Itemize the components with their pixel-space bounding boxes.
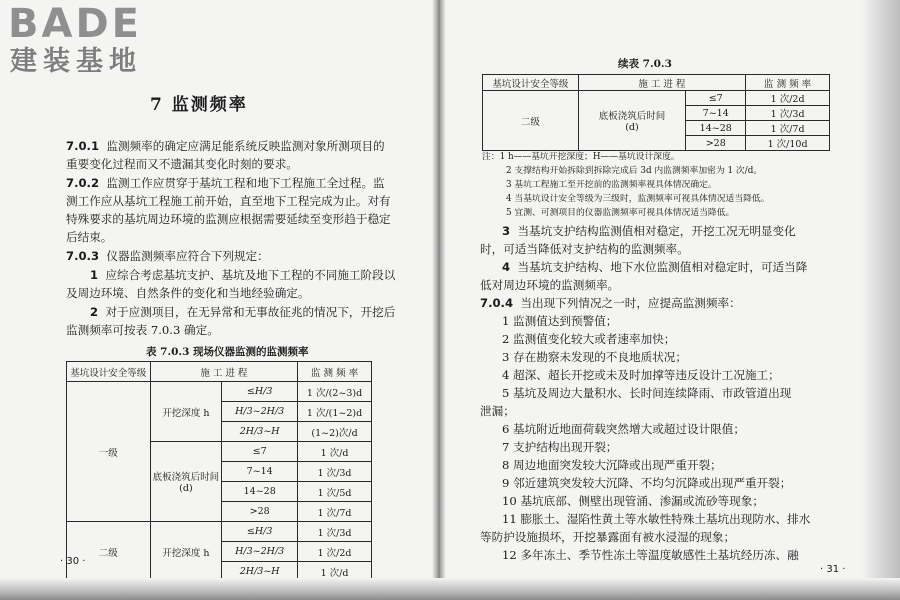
range-cell: ≤7 [686,91,746,106]
frequency-cell: 1 次/10d [746,136,830,151]
list-item: 12 多年冻土、季节性冻土等温度敏感性土基坑经历冻、融 [502,548,799,562]
list-item: 9 邻近建筑突发较大沉降、不均匀沉降或出现严重开裂； [502,476,792,490]
header-stage: 施 工 进 程 [150,362,298,382]
page-edge-shadow [862,0,900,600]
item-1-line-2: 及周边环境、自然条件的变化和当地经验确定。 [66,286,310,300]
para-702-number: 7.0.2 [66,176,100,190]
item-4-number: 4 [502,260,511,274]
table-row [67,522,372,542]
frequency-cell: 1 次/7d [746,121,830,136]
item-2-line-1 [90,303,395,321]
list-item-continued: 等防护设施损坏，开挖暴露面有被水浸湿的现象； [480,530,736,544]
range-cell: H/3~2H/3 [222,542,298,562]
note-1: 注：1 h——基坑开挖深度；H——基坑设计深度。 [482,152,680,162]
para-704-line-1 [480,294,741,312]
range-cell: ≤H/3 [222,382,298,402]
item-2-number: 2 [90,305,99,319]
frequency-cell: 1 次/5d [298,482,372,502]
frequency-cell: 1 次/(2~3)d [298,382,372,402]
slab-time-unit: (d) [625,122,639,133]
range-cell: 14~28 [222,482,298,502]
para-703-text-1: 仪器监测频率应符合下列规定： [106,249,269,263]
item-2-line-2: 监测频率可按表 7.0.3 确定。 [66,323,219,337]
header-stage: 施 工 进 程 [578,75,746,91]
item-3-line-1 [502,222,796,240]
note-2: 2 支撑结构开始拆除到拆除完成后 3d 内监测频率加密为 1 次/d。 [506,166,763,176]
range-cell: 7~14 [222,462,298,482]
range-cell: ≤7 [222,442,298,462]
range-cell: >28 [222,502,298,522]
list-item: 1 监测值达到预警值； [502,314,618,328]
list-item-continued: 泄漏； [480,404,515,418]
right-page [440,0,900,600]
item-3-line-2: 时，可适当降低对支护结构的监测频率。 [480,242,689,256]
list-item: 5 基坑及周边大量积水、长时间连续降雨、市政管道出现 [502,386,792,400]
para-701-line-2: 重要变化过程而又不遗漏其变化时刻的要求。 [66,157,298,171]
note-4: 4 当基坑设计安全等级为三级时，监测频率可视具体情况适当降低。 [506,194,770,204]
frequency-cell: (1~2)次/d [298,422,372,442]
table-header-row [483,75,830,91]
para-703-line-1 [66,247,269,265]
slab-time-label: 底板浇筑后时间 [598,111,666,122]
item-4-line-2: 低对周边环境的监测频率。 [480,278,620,292]
header-frequency: 监 测 频 率 [746,75,830,91]
logo-cjk-text: 建装基地 [10,46,142,77]
stage-cell [150,442,222,522]
range-cell: 7~14 [686,106,746,121]
header-grade: 基坑设计安全等级 [483,75,579,91]
para-702-text-1: 监测工作应贯穿于基坑工程和地下工程施工全过程。监 [106,176,385,190]
para-702-line-4: 后结束。 [66,230,113,244]
frequency-cell: 1 次/3d [298,462,372,482]
slab-time-unit: (d) [179,483,193,494]
page-number-left: · 30 · [60,556,86,567]
item-1-line-1 [90,266,395,284]
slab-time-label: 底板浇筑后时间 [152,472,220,483]
item-1-text-1: 应综合考虑基坑支护、基坑及地下工程的不同施工阶段以 [105,268,396,282]
item-2-text-1: 对于应测项目，在无异常和无事故征兆的情况下，开挖后 [105,305,396,319]
table-header-row [67,362,372,382]
range-cell: >28 [686,136,746,151]
note-5: 5 宜测、可测项目的仪器监测频率可视具体情况适当降低。 [506,208,735,218]
para-702-line-1 [66,174,385,192]
stage-cell [578,91,686,151]
table-caption: 表 7.0.3 现场仪器监测的监测频率 [146,346,309,358]
range-cell: 2H/3~H [222,562,298,582]
para-703-number: 7.0.3 [66,249,100,263]
frequency-cell: 1 次/(1~2)d [298,402,372,422]
para-701-line-1 [66,137,385,155]
continued-frequency-table [482,74,830,151]
header-frequency: 监 测 频 率 [298,362,372,382]
continued-table-caption: 续表 7.0.3 [618,58,672,70]
list-item: 8 周边地面突发较大沉降或出现严重开裂； [502,458,722,472]
monitoring-frequency-table [66,361,372,582]
range-cell: ≤H/3 [222,522,298,542]
range-cell: H/3~2H/3 [222,402,298,422]
left-page [0,0,440,600]
list-item: 2 监测值变化较大或者速率加快； [502,332,676,346]
scan-bottom-shadow [0,578,900,600]
para-702-line-2: 测工作应从基坑工程施工前开始，直至地下工程完成为止。对有 [66,194,391,208]
para-702-line-3: 特殊要求的基坑周边环境的监测应根据需要延续至变形趋于稳定 [66,212,391,226]
item-4-text-1: 当基坑支护结构、地下水位监测值相对稳定时，可适当降 [517,260,808,274]
list-item: 7 支护结构出现开裂； [502,440,618,454]
header-grade: 基坑设计安全等级 [67,362,151,382]
table-row [483,91,830,106]
frequency-cell: 1 次/d [298,442,372,462]
list-item: 10 基坑底部、侧壁出现管涌、渗漏或流砂等现象； [502,494,764,508]
item-3-number: 3 [502,224,511,238]
grade-cell: 二级 [483,91,579,151]
book-gutter [432,0,446,600]
note-3: 3 基坑工程施工至开挖前的监测频率视具体情况确定。 [506,180,717,190]
list-item: 6 基坑附近地面荷载突然增大或超过设计限值； [502,422,745,436]
para-701-text-1: 监测频率的确定应满足能系统反映监测对象所测项目的 [106,139,385,153]
para-704-number: 7.0.4 [480,296,514,310]
item-4-line-1 [502,258,807,276]
list-item: 3 存在勘察未发现的不良地质状况； [502,350,687,364]
table-row [67,382,372,402]
range-cell: 14~28 [686,121,746,136]
chapter-title: 7 监测频率 [150,95,248,115]
grade-cell: 一级 [67,382,151,522]
para-701-number: 7.0.1 [66,139,100,153]
page-number-right: · 31 · [820,564,846,575]
para-704-text-1: 当出现下列情况之一时，应提高监测频率： [520,296,741,310]
logo-latin-text: BADE [8,1,142,47]
frequency-cell: 1 次/3d [746,106,830,121]
item-1-number: 1 [90,268,99,282]
item-3-text-1: 当基坑支护结构监测值相对稳定，开挖工况无明显变化 [517,224,796,238]
frequency-cell: 1 次/3d [298,522,372,542]
range-cell: 2H/3~H [222,422,298,442]
list-item: 4 超深、超长开挖或未及时加撑等违反设计工况施工； [502,368,780,382]
stage-cell: 开挖深度 h [150,382,222,442]
grade-cell: 二级 [67,522,151,582]
list-item: 11 膨胀土、湿陷性黄土等水敏性特殊土基坑出现防水、排水 [502,512,811,526]
frequency-cell: 1 次/2d [746,91,830,106]
frequency-cell: 1 次/d [298,562,372,582]
frequency-cell: 1 次/2d [298,542,372,562]
stage-cell: 开挖深度 h [150,522,222,582]
watermark-logo [8,2,178,82]
frequency-cell: 1 次/7d [298,502,372,522]
